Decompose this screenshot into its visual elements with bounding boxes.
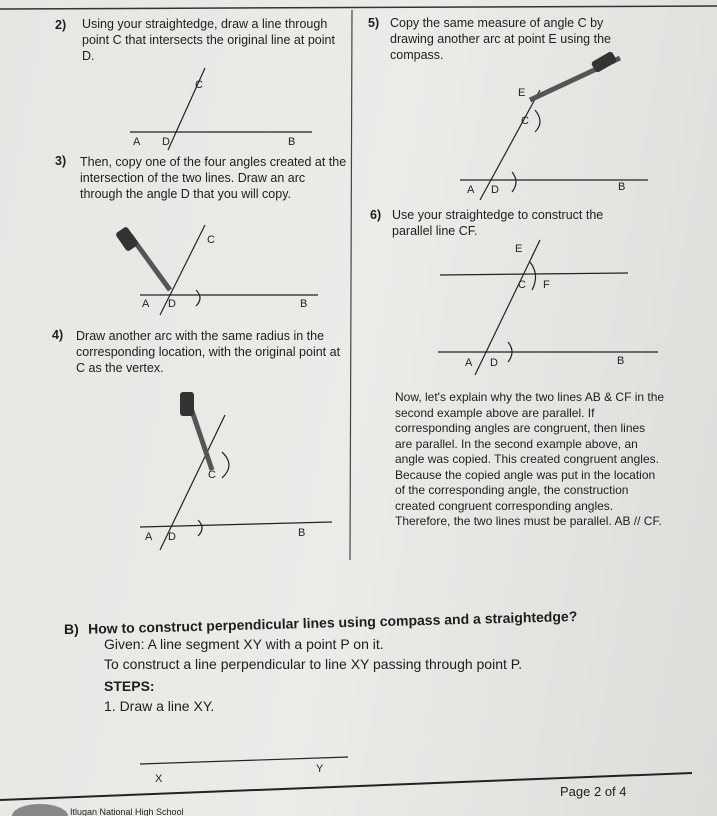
label-d: D [491, 184, 499, 196]
label-c: C [521, 115, 529, 127]
steps-heading: STEPS: [104, 678, 155, 694]
step6-text: Use your straightedge to construct the parallel line CF. [392, 208, 604, 238]
school-logo [12, 804, 68, 816]
parallel-explanation: Now, let's explain why the two lines AB & CF in the second example above are parallel. If corresponding angles are congruent, then lines are parallel. In the second example above, an angle was copied. This created congruent angles. Because the copied angle was put in the location of the corresponding angle, the construction created congruent corresponding angles. Therefore, the two lines must be parallel. AB // CF. [395, 390, 665, 528]
step-number: 3) [55, 154, 67, 168]
label-c: C [518, 279, 526, 291]
step2-text: Using your straightedge, draw a line through point C that intersects the original line at point D. [82, 17, 335, 63]
label-c: C [207, 234, 215, 246]
label-b: B [298, 527, 306, 539]
construct-text: To construct a line perpendicular to line XY passing through point P. [104, 656, 523, 672]
given-text: Given: A line segment XY with a point P on it. [104, 636, 384, 652]
compass-icon [180, 392, 194, 416]
step-number: 6) [370, 208, 382, 222]
label-c: C [208, 469, 216, 481]
label-b: B [617, 355, 625, 367]
step-number: 4) [52, 328, 64, 342]
label-a: A [142, 298, 150, 310]
diagram-step3 [130, 225, 318, 315]
step-number: 2) [55, 18, 67, 32]
label-x: X [155, 773, 163, 785]
label-a: A [133, 136, 141, 148]
label-b: B [300, 298, 308, 310]
column-divider [350, 10, 352, 560]
diagram-step5 [460, 58, 648, 200]
section-b-title: How to construct perpendicular lines using compass and a straightedge? [87, 608, 578, 637]
label-c: C [195, 79, 203, 91]
step5-text: Copy the same measure of angle C by drawing another arc at point E using the compass. [390, 16, 611, 62]
label-d: D [490, 357, 498, 369]
label-e: E [518, 87, 526, 99]
label-d: D [162, 136, 170, 148]
step4-text: Draw another arc with the same radius in the corresponding location, with the original point at C as the vertex. [76, 329, 341, 375]
label-f: F [543, 279, 550, 291]
label-a: A [467, 184, 475, 196]
section-number: B) [64, 621, 79, 637]
step1-text: 1. Draw a line XY. [104, 698, 215, 714]
label-e: E [515, 243, 523, 255]
label-a: A [145, 531, 153, 543]
diagram-step6 [438, 240, 658, 375]
diagram-step2 [130, 68, 312, 150]
step-number: 5) [368, 16, 380, 30]
top-border [0, 6, 717, 9]
page-number: Page 2 of 4 [560, 784, 627, 799]
label-b: B [288, 136, 296, 148]
label-a: A [465, 357, 473, 369]
label-d: D [168, 531, 176, 543]
step3-text: Then, copy one of the four angles created at the intersection of the two lines. Draw an arc through the angle D that you will copy. [80, 155, 347, 201]
compass-icon [115, 226, 139, 252]
label-d: D [168, 298, 176, 310]
label-y: Y [316, 763, 324, 775]
label-b: B [618, 181, 626, 193]
school-name: Itlugan National High School [70, 807, 184, 816]
